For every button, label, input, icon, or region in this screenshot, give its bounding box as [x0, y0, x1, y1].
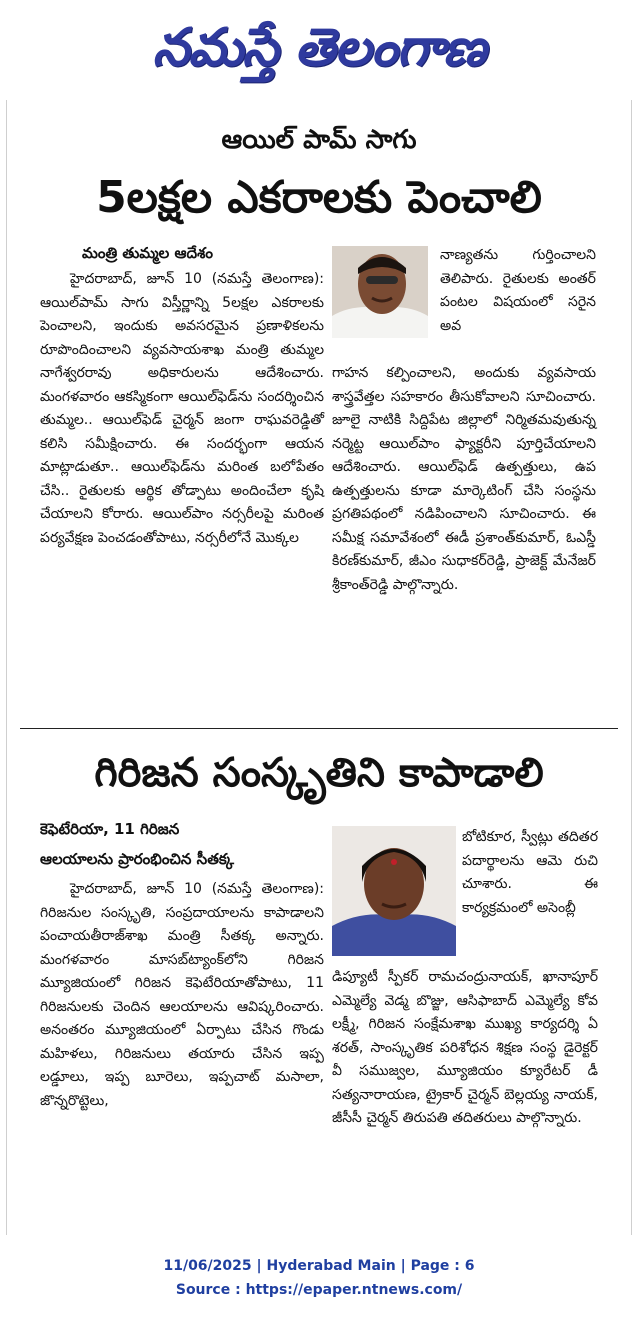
- man-portrait-icon: [332, 246, 428, 338]
- article1-right-column: [332, 362, 596, 597]
- article-divider: [20, 728, 618, 729]
- article1-left-column: [40, 268, 324, 550]
- footer-source: Source : https://epaper.ntnews.com/: [175, 1282, 463, 1298]
- article1-kicker: ఆయిల్ పామ్ సాగు: [221, 125, 417, 155]
- article1-right-text: గాహన కల్పించాలని, అందుకు వ్యవసాయ శాస్త్రవేత్తల సహకారం తీసుకోవాలని సూచించారు. జూలై నాటికి సిద్దిపేట జిల్లాలో నిర్మితమవుతున్న నర్మెట్ట ఆయిల్‌పాం ఫ్యాక్టరీని పూర్తిచేయాలని ఆదేశించారు. ఆయిల్‌ఫెడ్ ఉత్పత్తులు, ఉప ఉత్పత్తులను కూడా మార్కెటింగ్ చేసి సంస్థను ప్రగతిపథంలో నడిపించాలని సూచించారు. ఈ సమీక్ష సమావేశంలో ఈడీ ప్రశాంత్‌కుమార్, ఓఎస్డీ కిరణ్‌కుమార్, జీఎం సుధాకర్‌రెడ్డి, ప్రాజెక్ట్ మేనేజర్ శ్రీకాంత్‌రెడ్డి పాల్గొన్నారు.: [332, 365, 596, 593]
- article1-right-top-column: [440, 244, 596, 338]
- article2-subhead-line1: కెఫెటేరియా, 11 గిరిజన: [40, 820, 180, 838]
- article2-left-column: [40, 878, 324, 1113]
- article1-left-text: హైదరాబాద్, జూన్ 10 (నమస్తే తెలంగాణ): ఆయిల్‌పామ్ సాగు విస్తీర్ణాన్ని 5లక్షల ఎకరాలకు పెంచాలని, ఇందుకు అవసరమైన ప్రణాళికలను రూపొందించాలని వ్యవసాయశాఖ మంత్రి తుమ్మల నాగేశ్వరరావు అధికారులను ఆదేశించారు. మంగళవారం ఆకస్మికంగా ఆయిల్‌ఫెడ్‌ను సందర్శించిన తుమ్మల.. ఆయిల్‌ఫెడ్ చైర్మన్ జంగా రాఘవరెడ్డితో కలిసి సమీక్షించారు. ఈ సందర్భంగా ఆయన మాట్లాడుతూ.. ఆయిల్‌ఫెడ్‌ను మరింత బలోపేతం చేసి.. రైతులకు ఆర్థిక తోడ్పాటు అందించేలా కృషి చేయాలని కోరారు. ఆయిల్‌పాం నర్సరీలపై మరింత పర్యవేక్షణ పెంచడంతోపాటు, నర్సరీలోనే మొక్కల: [40, 271, 324, 546]
- newspaper-logo: నమస్తే తెలంగాణ: [152, 18, 486, 78]
- minister-tummala-photo: [332, 246, 428, 338]
- article1-headline: 5లక్షల ఎకరాలకు పెంచాలి: [96, 172, 542, 223]
- footer-edition-info: 11/06/2025 | Hyderabad Main | Page : 6: [163, 1258, 475, 1274]
- article2-headline: గిరిజన సంస్కృతిని కాపాడాలి: [94, 750, 544, 796]
- masthead: [0, 0, 638, 98]
- article2-subhead-line2: ఆలయాలను ప్రారంభించిన సీతక్క: [40, 850, 234, 868]
- minister-seethakka-photo: [332, 826, 456, 956]
- article2-left-text: హైదరాబాద్, జూన్ 10 (నమస్తే తెలంగాణ): గిరిజనుల సంస్కృతి, సంప్రదాయాలను కాపాడాలని పంచాయతీరాజ్‌శాఖ మంత్రి సీతక్క అన్నారు. మంగళవారం మాసబ్‌ట్యాంక్‌లోని గిరిజన మ్యూజియంలో గిరిజన కెఫెటేరియాతోపాటు, 11 గిరిజనులకు చెందిన ఆలయాలను ఆవిష్కరించారు. అనంతరం మ్యూజియంలో ఏర్పాటు చేసిన గొండు మహిళలు, గిరిజనులు తయారు చేసిన ఇప్ప లడ్డూలు, ఇప్ప బూరెలు, ఇప్పచాట్ మసాలా, జొన్నరొట్టెలు,: [40, 881, 324, 1109]
- article1-subhead: మంత్రి తుమ్మల ఆదేశం: [82, 244, 213, 262]
- woman-portrait-icon: [332, 826, 456, 956]
- article2-right-text: డిప్యూటీ స్పీకర్ రామచంద్రునాయక్, ఖానాపూర్ ఎమ్మెల్యే వెడ్మ బొజ్జు, ఆసిఫాబాద్ ఎమ్మెల్యే కోవ లక్ష్మీ, గిరిజన సంక్షేమశాఖ ముఖ్య కార్యదర్శి ఏ శరత్, సాంస్కృతిక పరిశోధన శిక్షణ సంస్థ డైరెక్టర్ వీ సముజ్వల, మ్యూజియం క్యూరేటర్ డీ సత్యనారాయణ, ట్రైకార్ చైర్మన్ బెల్లయ్య నాయక్, జీసీసీ చైర్మన్ తిరుపతి తదితరులు పాల్గొన్నారు.: [332, 969, 598, 1126]
- article1-right-top-text: నాణ్యతను గుర్తించాలని తెలిపారు. రైతులకు అంతర్ పంటల విషయంలో సరైన అవ: [440, 247, 596, 334]
- article2-right-top-text: బోటికూర, స్వీట్లు తదితర పదార్థాలను ఆమె రుచి చూశారు. ఈ కార్యక్రమంలో అసెంబ్లీ: [462, 829, 598, 916]
- article2-right-column: [332, 966, 598, 1131]
- article2-right-top-column: [462, 826, 598, 920]
